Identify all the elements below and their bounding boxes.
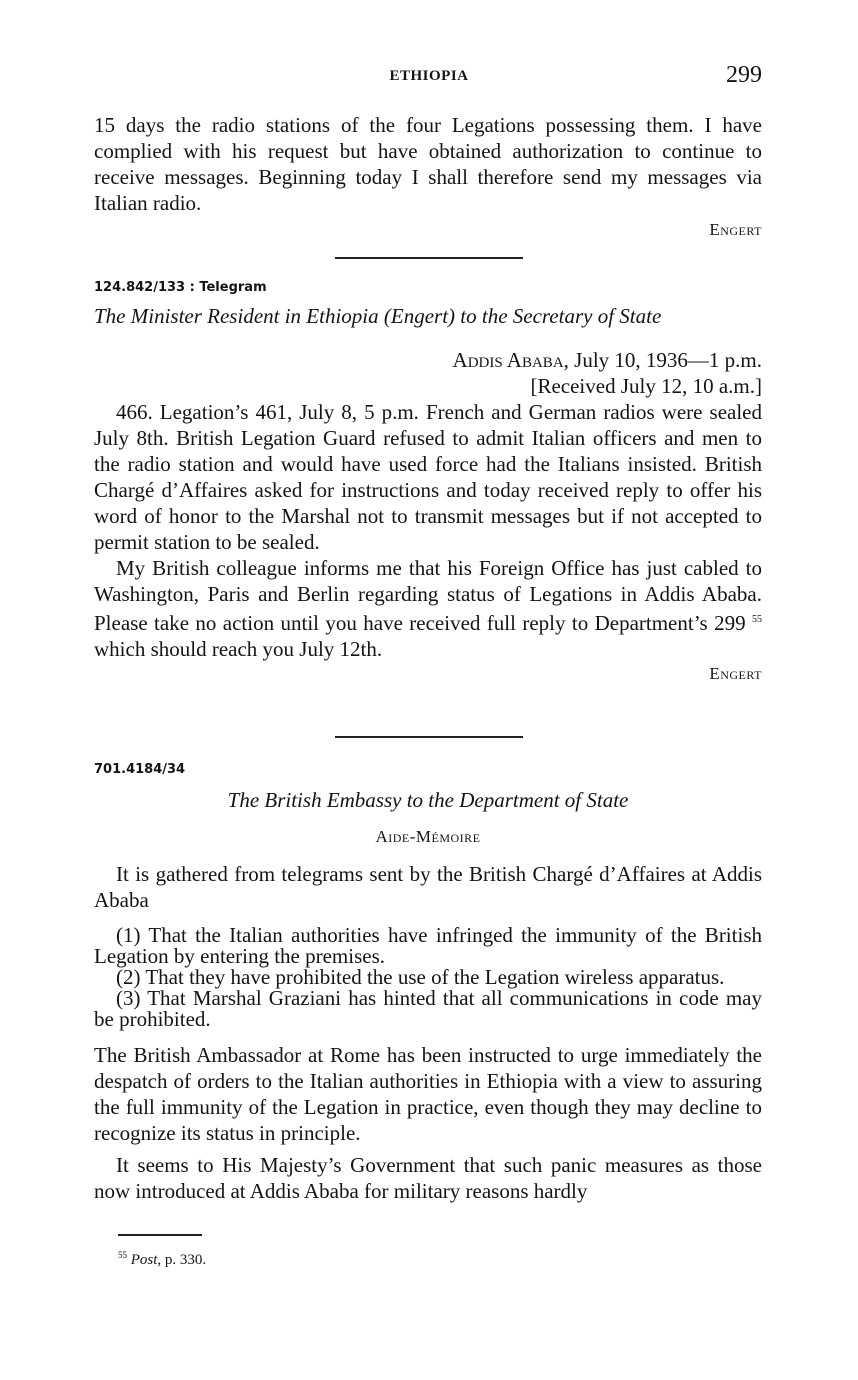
memo-list (94, 925, 762, 1030)
footnote-divider (118, 1234, 202, 1236)
signature: Engert (709, 664, 762, 683)
footnote (118, 1250, 206, 1269)
memo-subtitle: Aide-Mémoire (375, 827, 481, 846)
running-header: ETHIOPIA (389, 68, 469, 84)
telegram-paragraph: 466. Legation’s 461, July 8, 5 p.m. French and German radios were sealed July 8th. British Legation Guard refused to admit Italian officers and men to the radio station and would have used force had the Italians insisted. British Chargé d’Affaires asked for instructions and today received reply to offer his word of honor to the Marshal not to transmit messages but if not accepted to permit station to be sealed. (94, 400, 762, 554)
document-title: The British Embassy to the Department of State (227, 788, 629, 812)
file-id: 124.842/133 : Telegram (94, 280, 267, 295)
footnote-ref-text: Post, (130, 1252, 162, 1268)
dateline-date: , July 10, 1936—1 p.m. (563, 348, 762, 372)
received-line: [Received July 12, 10 a.m.] (530, 374, 762, 398)
dateline-place: Addis Ababa (452, 348, 564, 372)
memo-paragraph: The British Ambassador at Rome has been instructed to urge immediately the despatch of orders to the Italian authorities in Ethiopia with a view to assuring the full immunity of the Legation in practice, even though they may decline to recognize its status in principle. (94, 1043, 762, 1145)
section-divider (335, 257, 523, 259)
footnote-marker: 55 (118, 1250, 127, 1260)
footnote-text: p. 330. (161, 1252, 207, 1268)
page-number: 299 (726, 62, 762, 88)
document-title: The Minister Resident in Ethiopia (Engert) to the Secretary of State (94, 304, 662, 328)
list-item: (1) That the Italian authorities have infringed the immunity of the British Legation by entering the premises. (94, 923, 762, 968)
memo-paragraph: It seems to His Majesty’s Government that such panic measures as those now introduced at Addis Ababa for military reasons hardly (94, 1153, 762, 1203)
section-divider (335, 736, 523, 738)
telegram-paragraph (94, 555, 762, 662)
continued-paragraph: 15 days the radio stations of the four Legations possessing them. I have complied with his request but have obtained authorization to continue to receive messages. Beginning today I shall therefore send my messages via Italian radio. (94, 113, 762, 215)
telegram-section (94, 280, 762, 684)
paragraph-text: which should reach you July 12th. (94, 637, 383, 661)
dateline (94, 347, 762, 373)
memo-section (94, 762, 762, 1204)
signature: Engert (709, 220, 762, 239)
paragraph-text: My British colleague informs me that his Foreign Office has just cabled to Washington, Paris and Berlin regarding status of Legations in Addis Ababa. Please take no action until you have received full reply to Department’s 299 (94, 556, 762, 635)
continued-section (94, 112, 762, 240)
memo-intro: It is gathered from telegrams sent by the British Chargé d’Affaires at Addis Ababa (94, 862, 762, 912)
file-id: 701.4184/34 (94, 762, 186, 777)
footnote-ref: 55 (752, 614, 763, 625)
list-item: (2) That they have prohibited the use of the Legation wireless apparatus. (116, 965, 725, 989)
list-item: (3) That Marshal Graziani has hinted that all communications in code may be prohibited. (94, 986, 762, 1031)
